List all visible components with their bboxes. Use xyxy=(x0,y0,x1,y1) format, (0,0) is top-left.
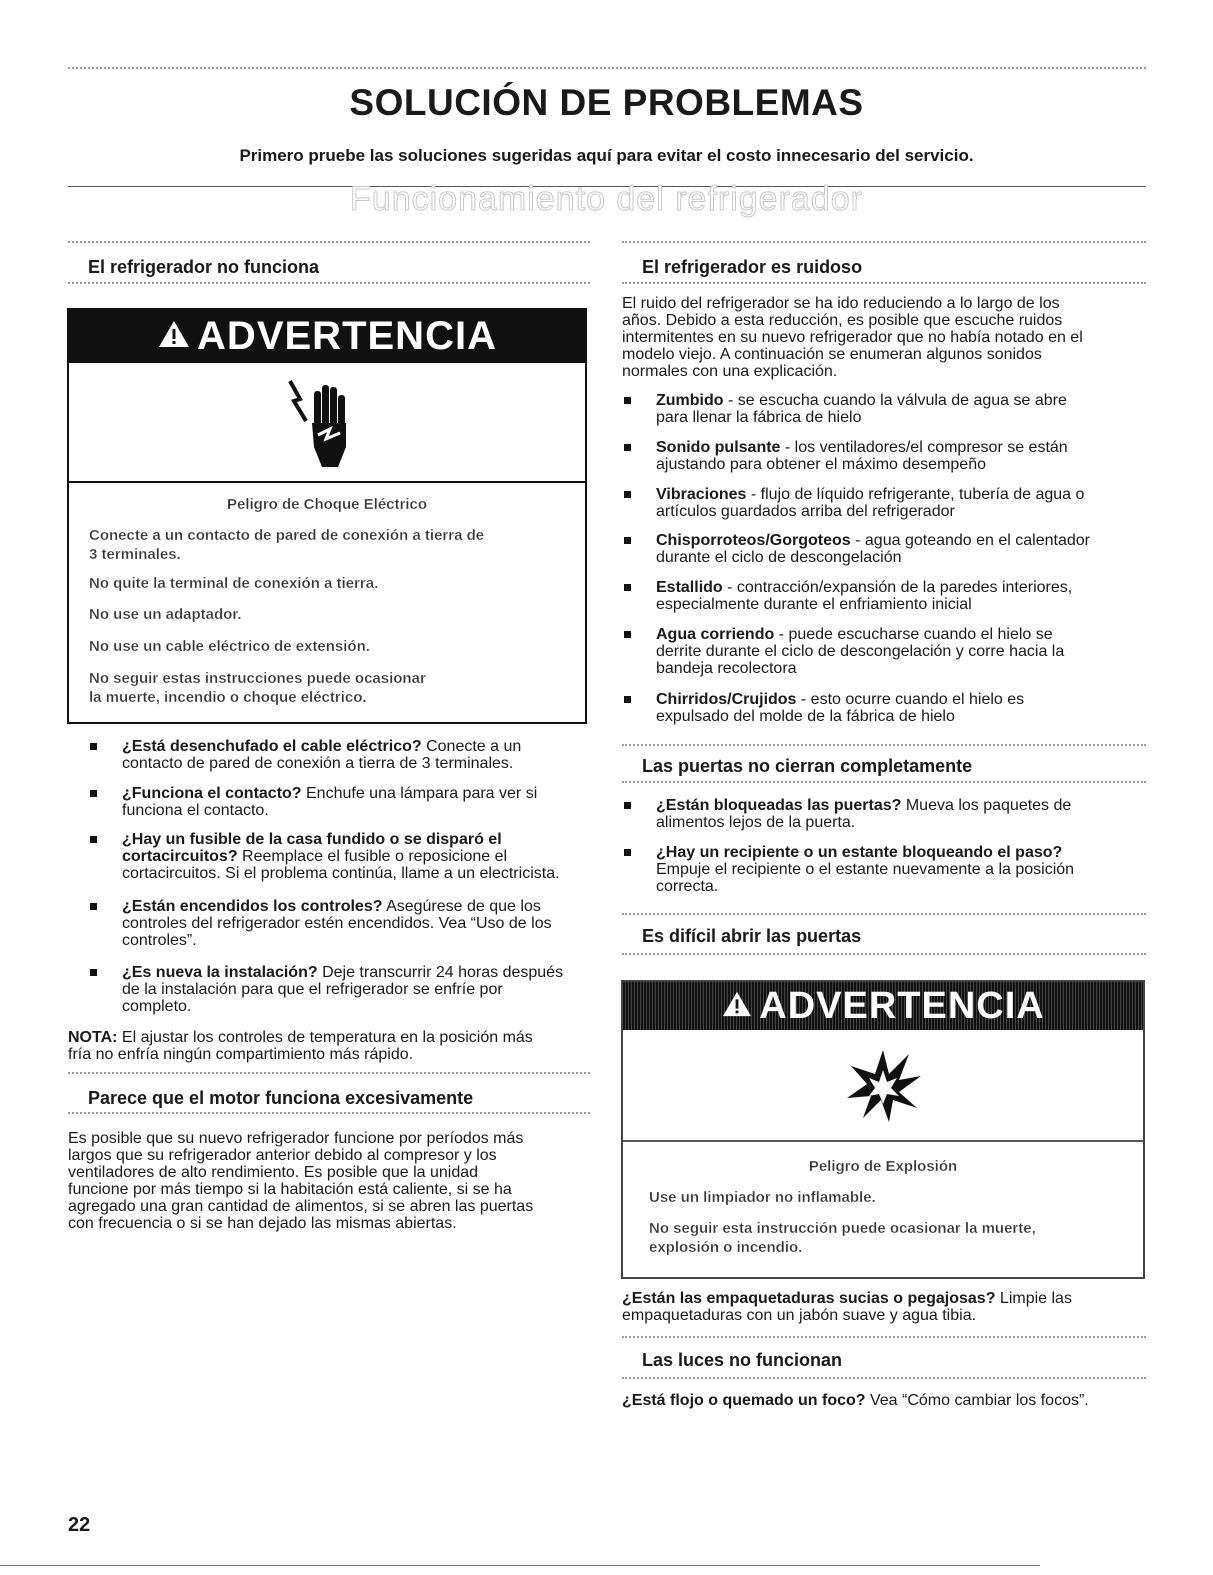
section-title: Funcionamiento del refrigerador xyxy=(350,180,863,218)
hazard-label: Peligro de Choque Eléctrico xyxy=(226,496,428,513)
warning-line: Use un limpiador no inflamable. xyxy=(649,1189,876,1206)
explosion-hazard-area xyxy=(623,1030,1143,1142)
heading-ruidoso: El refrigerador es ruidoso xyxy=(642,257,863,277)
bottom-rule xyxy=(0,1565,1040,1566)
luces-answer: ¿Está flojo o quemado un foco? Vea “Cómo cambiar los focos”. xyxy=(622,1392,1089,1409)
list-item: ¿Es nueva la instalación? Deje transcurrir 24 horas después de la instalación para que el refrigerador se enfríe por completo. xyxy=(88,964,632,1015)
warning-title: ADVERTENCIA xyxy=(197,314,497,358)
list-item: Zumbido - se escucha cuando la válvula de agua se abre para llenar la fábrica de hielo xyxy=(622,392,1176,426)
rule xyxy=(622,1336,1146,1338)
rule xyxy=(622,781,1146,783)
warning-header xyxy=(623,982,1143,1030)
ruidoso-intro: El ruido del refrigerador se ha ido reduciendo a lo largo de los años. Debido a esta reducción, es posible que escuche ruidos intermitentes en su nuevo refrigerador que no había notado en el modelo viejo. A continuación se enumeran algunos sonidos normales con una explicación. xyxy=(622,295,1083,380)
page-subtitle: Primero pruebe las soluciones sugeridas aquí para evitar el costo innecesario del servicio. xyxy=(239,146,974,165)
warning-title: ADVERTENCIA xyxy=(759,985,1045,1027)
top-rule xyxy=(68,67,1146,69)
warning-line: la muerte, incendio o choque eléctrico. xyxy=(89,689,367,706)
warning-line: No use un cable eléctrico de extensión. xyxy=(89,638,370,655)
rule xyxy=(622,953,1146,955)
rule xyxy=(68,1112,590,1114)
list-item: Chirridos/Crujidos - esto ocurre cuando el hielo es expulsado del molde de la fábrica de hielo xyxy=(622,691,1176,725)
rule xyxy=(622,913,1146,915)
warning-triangle-icon xyxy=(157,319,191,354)
list-item: ¿Funciona el contacto? Enchufe una lámpara para ver si funciona el contacto. xyxy=(88,785,632,819)
heading-puertas: Las puertas no cierran completamente xyxy=(642,756,973,776)
list-item: Estallido - contracción/expansión de la paredes interiores, especialmente durante el enfriamiento inicial xyxy=(622,579,1176,613)
warning-line: No seguir estas instrucciones puede ocasionar xyxy=(89,670,426,687)
warning-line: Conecte a un contacto de pared de conexión a tierra de xyxy=(89,527,485,544)
rule xyxy=(622,282,1146,284)
page-title: SOLUCIÓN DE PROBLEMAS xyxy=(349,82,864,123)
list-item: Agua corriendo - puede escucharse cuando el hielo se derrite durante el ciclo de descongelación y corre hacia la bandeja recolectora xyxy=(622,626,1176,677)
rule xyxy=(68,1072,590,1074)
hazard-label: Peligro de Explosión xyxy=(808,1158,958,1175)
list-item: ¿Está desenchufado el cable eléctrico? Conecte a un contacto de pared de conexión a tierra de 3 terminales. xyxy=(88,738,632,772)
rule xyxy=(622,241,1146,243)
list-item: Sonido pulsante - los ventiladores/el compresor se están ajustando para obtener el máximo desempeño xyxy=(622,439,1176,473)
electric-shock-hand-icon xyxy=(284,377,356,474)
rule xyxy=(68,282,590,284)
rule xyxy=(622,1377,1146,1379)
note: NOTA: El ajustar los controles de temperatura en la posición más fría no enfría ningún compartimiento más rápido. xyxy=(68,1029,533,1063)
dificil-answer: ¿Están las empaquetaduras sucias o pegajosas? Limpie las empaquetaduras con un jabón suave y agua tibia. xyxy=(622,1290,1072,1324)
shock-hazard-area xyxy=(69,363,585,483)
heading-luces: Las luces no funcionan xyxy=(642,1350,843,1370)
list-item: ¿Hay un recipiente o un estante bloqueando el paso? Empuje el recipiente o el estante nuevamente a la posición correcta. xyxy=(622,844,1176,895)
warning-line: explosión o incendio. xyxy=(649,1239,803,1256)
warning-box-electric xyxy=(67,308,587,724)
warning-line: 3 terminales. xyxy=(89,546,181,563)
list-item: ¿Hay un fusible de la casa fundido o se disparó el cortacircuitos? Reemplace el fusible o reposicione el cortacircuitos. Si el problema continúa, llame a un electricista. xyxy=(88,831,632,882)
list-item: ¿Están bloqueadas las puertas? Mueva los paquetes de alimentos lejos de la puerta. xyxy=(622,797,1176,831)
explosion-icon xyxy=(843,1046,923,1131)
page-number: 22 xyxy=(68,1514,91,1536)
heading-dificil: Es difícil abrir las puertas xyxy=(642,926,862,946)
warning-line: No use un adaptador. xyxy=(89,606,242,623)
warning-line: No seguir esta instrucción puede ocasionar la muerte, xyxy=(649,1220,1036,1237)
heading-motor: Parece que el motor funciona excesivamente xyxy=(88,1088,474,1108)
warning-triangle-icon xyxy=(721,990,753,1023)
rule xyxy=(68,241,590,243)
motor-paragraph: Es posible que su nuevo refrigerador funcione por períodos más largos que su refrigerador anterior debido al compresor y los ventiladores de alto rendimiento. Es posible que la unidad funcione por más tiempo si la habitación está caliente, si se ha agregado una gran cantidad de alimentos, si se abren las puertas con frecuencia o si se han dejado las mismas abiertas. xyxy=(68,1130,534,1232)
rule xyxy=(622,744,1146,746)
warning-line: No quite la terminal de conexión a tierra. xyxy=(89,575,379,592)
warning-header xyxy=(69,310,585,363)
list-item: ¿Están encendidos los controles? Asegúrese de que los controles del refrigerador estén encendidos. Vea “Uso de los controles”. xyxy=(88,898,632,949)
warning-box-explosion xyxy=(621,980,1145,1279)
list-item: Chisporroteos/Gorgoteos - agua goteando en el calentador durante el ciclo de descongelación xyxy=(622,532,1176,566)
list-item: Vibraciones - flujo de líquido refrigerante, tubería de agua o artículos guardados arriba del refrigerador xyxy=(622,486,1176,520)
heading-no-funciona: El refrigerador no funciona xyxy=(88,257,320,277)
